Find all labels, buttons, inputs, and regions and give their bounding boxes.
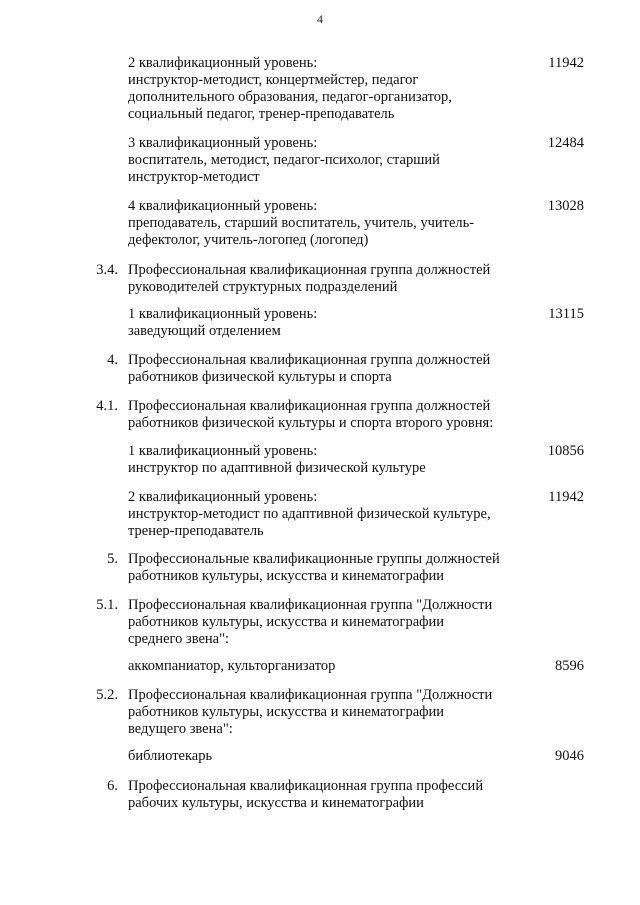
salary-value: 13028	[547, 198, 584, 214]
section-number: 5.2.	[96, 687, 118, 703]
section-number: 3.4.	[96, 262, 118, 278]
text-line: Профессиональная квалификационная группа "Должности	[128, 597, 493, 613]
text-line: работников культуры, искусства и кинематографии	[128, 568, 445, 584]
text-line: 1 квалификационный уровень:	[128, 443, 318, 459]
text-line: инструктор-методист, концертмейстер, педагог	[128, 72, 419, 88]
text-line: заведующий отделением	[128, 323, 281, 339]
page-number: 4	[317, 12, 323, 26]
text-line: ведущего звена":	[128, 721, 233, 737]
text-line: рабочих культуры, искусства и кинематографии	[128, 795, 424, 811]
salary-value: 12484	[547, 135, 584, 151]
section-number: 6.	[107, 778, 118, 794]
salary-value: 13115	[548, 306, 584, 322]
text-line: 3 квалификационный уровень:	[128, 135, 318, 151]
salary-value: 8596	[555, 658, 584, 674]
text-line: преподаватель, старший воспитатель, учитель, учитель-	[128, 215, 475, 231]
entry-text	[128, 55, 528, 123]
salary-value: 10856	[547, 443, 584, 459]
entry-text	[128, 262, 528, 296]
entry-text	[128, 687, 528, 738]
entry-text	[128, 443, 528, 477]
text-line: дефектолог, учитель-логопед (логопед)	[128, 232, 369, 248]
text-line: библиотекарь	[128, 748, 213, 764]
text-line: инструктор по адаптивной физической культуре	[128, 460, 426, 476]
text-line: работников культуры, искусства и кинематографии	[128, 614, 445, 630]
section-number: 4.	[107, 352, 118, 368]
text-line: аккомпаниатор, культорганизатор	[128, 658, 336, 674]
text-line: среднего звена":	[128, 631, 230, 647]
text-line: Профессиональная квалификационная группа "Должности	[128, 687, 493, 703]
text-line: тренер-преподаватель	[128, 523, 264, 539]
entry-text	[128, 551, 528, 585]
salary-value: 9046	[555, 748, 584, 764]
entry-text	[128, 135, 528, 186]
entry-text	[128, 489, 528, 540]
entry-text	[128, 306, 528, 340]
text-line: работников физической культуры и спорта второго уровня:	[128, 415, 494, 431]
text-line: Профессиональная квалификационная группа профессий	[128, 778, 484, 794]
text-line: работников физической культуры и спорта	[128, 369, 392, 385]
text-line: инструктор-методист	[128, 169, 260, 185]
entry-text	[128, 352, 528, 386]
entry-text	[128, 658, 528, 675]
section-number: 5.	[107, 551, 118, 567]
text-line: Профессиональная квалификационная группа должностей	[128, 398, 491, 414]
entry-text	[128, 398, 528, 432]
text-line: Профессиональная квалификационная группа должностей	[128, 262, 491, 278]
entry-text	[128, 778, 528, 812]
text-line: социальный педагог, тренер-преподаватель	[128, 106, 395, 122]
section-number: 4.1.	[96, 398, 118, 414]
section-number: 5.1.	[96, 597, 118, 613]
text-line: Профессиональная квалификационная группа должностей	[128, 352, 491, 368]
text-line: воспитатель, методист, педагог-психолог, старший	[128, 152, 440, 168]
text-line: 2 квалификационный уровень:	[128, 489, 318, 505]
salary-value: 11942	[548, 489, 584, 505]
entry-text	[128, 198, 528, 249]
entry-text	[128, 597, 528, 648]
text-line: руководителей структурных подразделений	[128, 279, 398, 295]
text-line: 4 квалификационный уровень:	[128, 198, 318, 214]
text-line: 2 квалификационный уровень:	[128, 55, 318, 71]
text-line: Профессиональные квалификационные группы должностей	[128, 551, 500, 567]
entry-text	[128, 748, 528, 765]
text-line: 1 квалификационный уровень:	[128, 306, 318, 322]
text-line: работников культуры, искусства и кинематографии	[128, 704, 445, 720]
text-line: дополнительного образования, педагог-организатор,	[128, 89, 452, 105]
text-line: инструктор-методист по адаптивной физической культуре,	[128, 506, 491, 522]
salary-value: 11942	[548, 55, 584, 71]
